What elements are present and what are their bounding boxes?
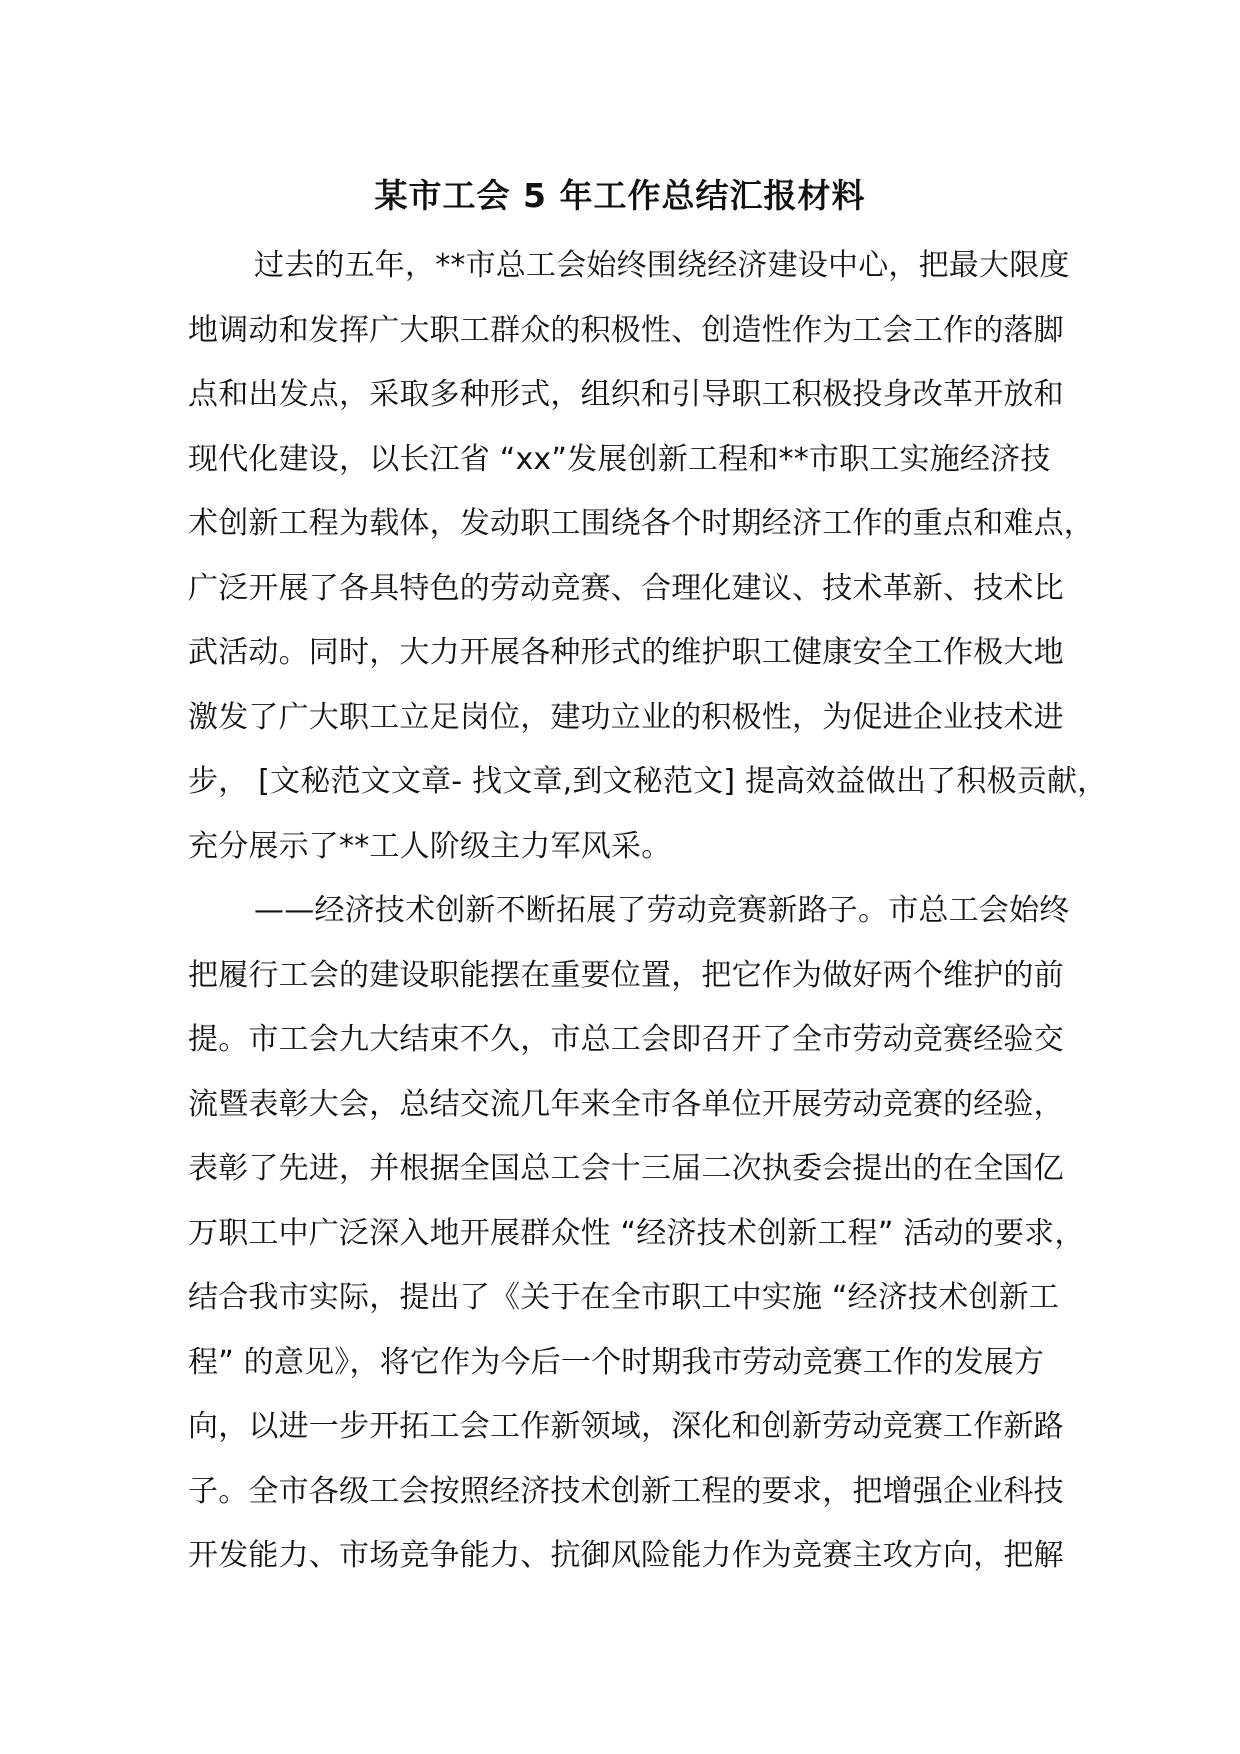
- text-line: 把履行工会的建设职能摆在重要位置，把它作为做好两个维护的前: [188, 957, 1064, 993]
- text-line: 点和出发点，采取多种形式，组织和引导职工积极投身改革开放和: [188, 377, 1064, 412]
- text-line: 表彰了先进，并根据全国总工会十三届二次执委会提出的在全国亿: [188, 1151, 1064, 1186]
- text-line: 现代化建设，以长江省 “xx”发展创新工程和**市职工实施经济技: [188, 441, 1051, 477]
- text-line: 术创新工程为载体，发动职工围绕各个时期经济工作的重点和难点，: [188, 506, 1094, 541]
- text-line: 结合我市实际，提出了《关于在全市职工中实施 “经济技术创新工: [188, 1280, 1060, 1315]
- text-line: 过去的五年，**市总工会始终围绕经济建设中心，把最大限度: [254, 248, 1070, 283]
- text-line: 步， [文秘范文文章- 找文章,到文秘范文] 提高效益做出了积极贡献，: [188, 764, 1108, 799]
- text-line: 子。全市各级工会按照经济技术创新工程的要求，把增强企业科技: [188, 1473, 1064, 1509]
- text-line: 万职工中广泛深入地开展群众性 “经济技术创新工程” 活动的要求，: [188, 1215, 1085, 1251]
- text-line: 地调动和发挥广大职工群众的积极性、创造性作为工会工作的落脚: [188, 312, 1064, 348]
- document-title: 某市工会 5 年工作总结汇报材料: [374, 176, 866, 215]
- text-line: 向，以进一步开拓工会工作新领域，深化和创新劳动竞赛工作新路: [188, 1409, 1064, 1444]
- paragraph-innovation: [188, 879, 1085, 1589]
- text-line: 提。市工会九大结束不久，市总工会即召开了全市劳动竞赛经验交: [188, 1022, 1064, 1057]
- text-line: 充分展示了**工人阶级主力军风采。: [188, 828, 672, 864]
- text-line: 程” 的意见》，将它作为今后一个时期我市劳动竞赛工作的发展方: [188, 1344, 1045, 1380]
- text-line: ——经济技术创新不断拓展了劳动竞赛新路子。市总工会始终: [254, 893, 1070, 928]
- text-line: 广泛开展了各具特色的劳动竞赛、合理化建议、技术革新、技术比: [188, 570, 1064, 606]
- text-line: 开发能力、市场竞争能力、抗御风险能力作为竞赛主攻方向，把解: [188, 1538, 1064, 1573]
- text-line: 武活动。同时，大力开展各种形式的维护职工健康安全工作极大地: [188, 635, 1064, 670]
- text-line: 激发了广大职工立足岗位，建功立业的积极性，为促进企业技术进: [188, 699, 1064, 735]
- paragraph-intro: [188, 234, 1108, 879]
- text-line: 流暨表彰大会，总结交流几年来全市各单位开展劳动竞赛的经验，: [188, 1086, 1064, 1122]
- document-body: [188, 234, 1108, 1589]
